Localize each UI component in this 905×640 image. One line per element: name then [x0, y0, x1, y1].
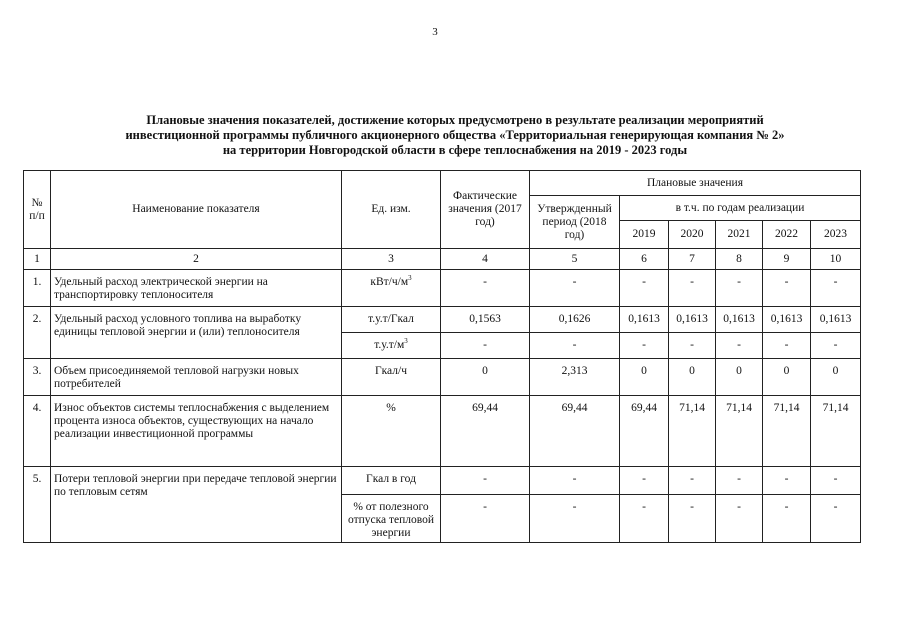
year-value: 0,1613 [669, 307, 716, 333]
year-value: 0,1613 [716, 307, 763, 333]
header-year: 2021 [716, 221, 763, 249]
year-value: - [669, 333, 716, 359]
index-cell: 6 [620, 249, 669, 270]
year-value: 0 [763, 359, 811, 396]
year-value: 71,14 [811, 396, 861, 467]
header-year: 2020 [669, 221, 716, 249]
unit-cell [342, 495, 441, 543]
actual-value: - [441, 270, 530, 307]
header-approved: Утвержденный период (2018 год) [530, 196, 620, 249]
year-value: 69,44 [620, 396, 669, 467]
title-line-3: на территории Новгородской области в сфере теплоснабжения на 2019 - 2023 годы [222, 143, 688, 157]
year-value: - [620, 333, 669, 359]
year-value: 0 [811, 359, 861, 396]
actual-value: 0 [441, 359, 530, 396]
unit-text: Гкал/ч [375, 365, 407, 377]
actual-value: - [441, 467, 530, 495]
actual-value: 0,1563 [441, 307, 530, 333]
year-value: 71,14 [763, 396, 811, 467]
year-value: - [716, 467, 763, 495]
actual-value: - [441, 333, 530, 359]
approved-value: 2,313 [530, 359, 620, 396]
year-value: - [716, 495, 763, 543]
indicators-table [23, 170, 861, 543]
row-number: 2. [24, 307, 51, 359]
year-value: - [811, 333, 861, 359]
year-value: - [763, 467, 811, 495]
year-value: - [716, 333, 763, 359]
approved-value: 69,44 [530, 396, 620, 467]
index-cell: 4 [441, 249, 530, 270]
header-year: 2022 [763, 221, 811, 249]
row-number: 3. [24, 359, 51, 396]
year-value: - [669, 495, 716, 543]
document-title [20, 113, 890, 158]
year-value: - [811, 495, 861, 543]
actual-value: 69,44 [441, 396, 530, 467]
indicator-name: Потери тепловой энергии при передаче тепловой энергии по тепловым сетям [51, 467, 342, 543]
year-value: - [763, 333, 811, 359]
row-number: 1. [24, 270, 51, 307]
title-line-2: инвестиционной программы публичного акционерного общества «Территориальная генерирующая компания № 2» [125, 128, 785, 142]
index-cell: 10 [811, 249, 861, 270]
actual-value: - [441, 495, 530, 543]
index-cell: 7 [669, 249, 716, 270]
header-num: № п/п [24, 171, 51, 249]
table-body [24, 270, 861, 543]
table-row [24, 359, 861, 396]
table-row [24, 396, 861, 467]
header-year: 2019 [620, 221, 669, 249]
header-planned: Плановые значения [530, 171, 861, 196]
approved-value: 0,1626 [530, 307, 620, 333]
year-value: 0 [716, 359, 763, 396]
year-value: 0 [669, 359, 716, 396]
year-value: 71,14 [669, 396, 716, 467]
year-value: - [620, 495, 669, 543]
index-cell: 3 [342, 249, 441, 270]
unit-superscript: 3 [408, 274, 412, 283]
unit-text: т.у.т/Гкал [368, 313, 414, 325]
index-cell: 1 [24, 249, 51, 270]
header-actual: Фактические значения (2017 год) [441, 171, 530, 249]
unit-text: % [386, 402, 396, 414]
approved-value: - [530, 333, 620, 359]
header-year: 2023 [811, 221, 861, 249]
unit-cell [342, 307, 441, 333]
table-row [24, 467, 861, 495]
year-value: 71,14 [716, 396, 763, 467]
year-value: 0 [620, 359, 669, 396]
index-cell: 8 [716, 249, 763, 270]
approved-value: - [530, 467, 620, 495]
approved-value: - [530, 270, 620, 307]
unit-cell [342, 396, 441, 467]
table-row [24, 270, 861, 307]
year-value: - [669, 270, 716, 307]
page-number: 3 [432, 26, 438, 38]
year-value: 0,1613 [620, 307, 669, 333]
year-value: - [811, 467, 861, 495]
year-value: 0,1613 [811, 307, 861, 333]
year-value: 0,1613 [763, 307, 811, 333]
index-cell: 5 [530, 249, 620, 270]
index-cell: 2 [51, 249, 342, 270]
unit-text: т.у.т/м [374, 339, 405, 351]
year-value: - [620, 270, 669, 307]
title-line-1: Плановые значения показателей, достижение которых предусмотрено в результате реализации мероприятий [146, 113, 764, 127]
unit-text: % от полезного отпуска тепловой энергии [347, 501, 435, 539]
year-value: - [716, 270, 763, 307]
header-name: Наименование показателя [51, 171, 342, 249]
index-cell: 9 [763, 249, 811, 270]
row-number: 5. [24, 467, 51, 543]
unit-cell [342, 359, 441, 396]
unit-cell [342, 333, 441, 359]
year-value: - [811, 270, 861, 307]
header-unit: Ед. изм. [342, 171, 441, 249]
indicator-name: Удельный расход условного топлива на выработку единицы тепловой энергии и (или) теплоносителя [51, 307, 342, 359]
indicator-name: Удельный расход электрической энергии на транспортировку теплоносителя [51, 270, 342, 307]
approved-value: - [530, 495, 620, 543]
table-row [24, 307, 861, 333]
year-value: - [669, 467, 716, 495]
unit-superscript: 3 [404, 337, 408, 346]
indicator-name: Объем присоединяемой тепловой нагрузки новых потребителей [51, 359, 342, 396]
year-value: - [763, 495, 811, 543]
unit-text: кВт/ч/м [370, 276, 409, 288]
unit-text: Гкал в год [366, 473, 416, 485]
year-value: - [763, 270, 811, 307]
unit-cell [342, 467, 441, 495]
row-number: 4. [24, 396, 51, 467]
header-by-years: в т.ч. по годам реализации [620, 196, 861, 221]
unit-cell [342, 270, 441, 307]
indicator-name: Износ объектов системы теплоснабжения с выделением процента износа объектов, существующих на начало реализации инвестиционной программы [51, 396, 342, 467]
year-value: - [620, 467, 669, 495]
